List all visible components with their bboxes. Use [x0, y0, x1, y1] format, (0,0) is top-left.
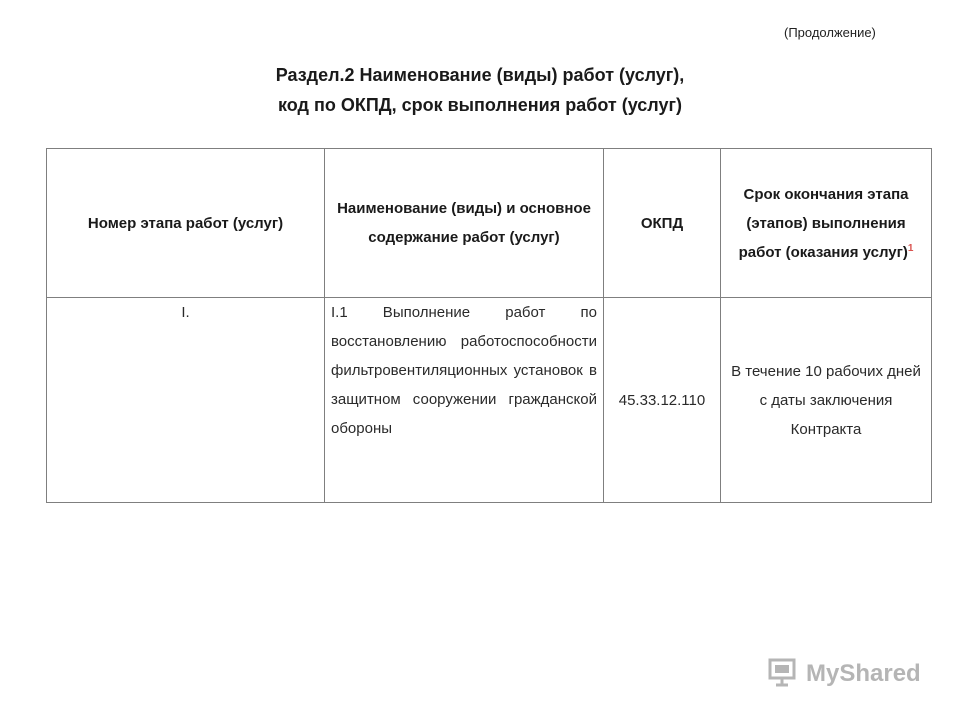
cell-work-name: I.1 Выполнение работ по восстановлению работоспособности фильтровентиляционных установок в защитном сооружении гражданской обороны — [325, 298, 604, 503]
presentation-icon — [768, 657, 802, 692]
okpd-code: 45.33.12.110 — [618, 391, 706, 409]
header-deadline — [721, 149, 932, 298]
watermark — [768, 656, 921, 692]
header-work-name: Наименование (виды) и основное содержание работ (услуг) — [325, 149, 604, 298]
footnote-marker: 1 — [907, 242, 914, 254]
cell-deadline: В течение 10 рабочих дней с даты заключения Контракта — [721, 298, 932, 503]
table-header-row — [47, 149, 932, 298]
cell-stage-number: I. — [47, 298, 325, 503]
section-title-line-2: код по ОКПД, срок выполнения работ (услуг) — [278, 95, 682, 115]
cell-okpd — [604, 298, 721, 503]
works-table — [46, 148, 932, 503]
continuation-label: (Продолжение) — [784, 25, 876, 40]
header-stage-number: Номер этапа работ (услуг) — [47, 149, 325, 298]
header-okpd: ОКПД — [604, 149, 721, 298]
header-deadline-text: Срок окончания этапа (этапов) выполнения работ (оказания услуг) — [738, 185, 909, 261]
section-title — [0, 60, 960, 120]
table-row — [47, 298, 932, 503]
watermark-text: MyShared — [806, 660, 921, 687]
section-title-line-1: Раздел.2 Наименование (виды) работ (услуг), — [275, 65, 685, 85]
